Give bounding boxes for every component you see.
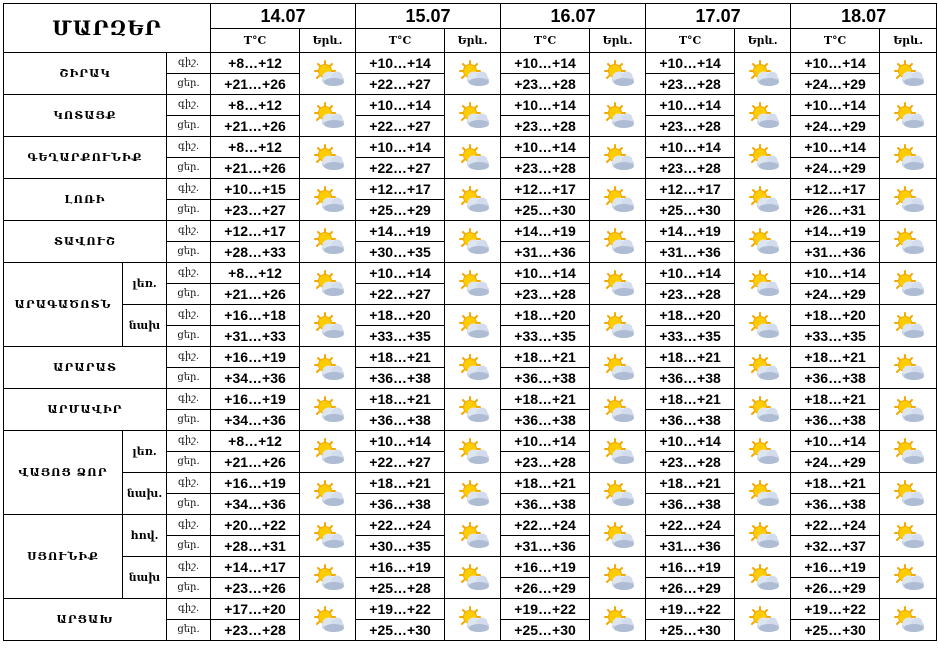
table-row [4,137,937,158]
subregion-label: հով. [123,515,167,557]
partly-cloudy-sun-icon [445,95,501,137]
temperature-range: +25…+29 [356,200,445,221]
temperature-range: +16…+19 [791,557,880,578]
partly-cloudy-sun-icon [590,473,646,515]
temperature-range: +19…+22 [791,599,880,620]
region-name: ԱՐՑԱԽ [4,599,167,641]
time-of-day-label: ցեր. [167,368,211,389]
weather-forecast-table [3,3,937,641]
temperature-range: +34…+36 [211,494,300,515]
partly-cloudy-sun-icon [880,557,937,599]
partly-cloudy-sun-icon [590,557,646,599]
temp-column-header: T°C [211,29,300,53]
temperature-range: +31…+36 [791,242,880,263]
subregion-label: նախ [123,305,167,347]
temperature-range: +22…+24 [646,515,735,536]
temperature-range: +22…+27 [356,74,445,95]
temperature-range: +20…+22 [211,515,300,536]
temperature-range: +23…+28 [646,452,735,473]
temperature-range: +25…+30 [501,620,590,641]
temperature-range: +19…+22 [356,599,445,620]
table-row [4,347,937,368]
temperature-range: +24…+29 [791,452,880,473]
temperature-range: +23…+28 [646,284,735,305]
temperature-range: +12…+17 [501,179,590,200]
temperature-range: +10…+14 [791,137,880,158]
temperature-range: +21…+26 [211,116,300,137]
temperature-range: +8…+12 [211,263,300,284]
temperature-range: +21…+26 [211,158,300,179]
temperature-range: +10…+14 [501,53,590,74]
temperature-range: +22…+27 [356,116,445,137]
temperature-range: +10…+14 [646,137,735,158]
time-of-day-label: գիշ. [167,599,211,620]
partly-cloudy-sun-icon [445,389,501,431]
temperature-range: +8…+12 [211,95,300,116]
partly-cloudy-sun-icon [590,137,646,179]
temperature-range: +10…+14 [356,137,445,158]
temperature-range: +36…+38 [646,368,735,389]
partly-cloudy-sun-icon [300,53,356,95]
temperature-range: +14…+17 [211,557,300,578]
table-row [4,179,937,200]
region-name: ԿՈՏԱՅՔ [4,95,167,137]
temperature-range: +10…+14 [356,263,445,284]
table-row [4,557,937,578]
temperature-range: +25…+30 [646,200,735,221]
temperature-range: +18…+21 [791,347,880,368]
time-of-day-label: ցեր. [167,284,211,305]
temperature-range: +25…+30 [356,620,445,641]
temperature-range: +22…+27 [356,452,445,473]
partly-cloudy-sun-icon [300,221,356,263]
partly-cloudy-sun-icon [735,137,791,179]
temperature-range: +26…+29 [501,578,590,599]
temperature-range: +18…+21 [791,473,880,494]
temperature-range: +19…+22 [646,599,735,620]
temperature-range: +12…+17 [211,221,300,242]
temperature-range: +36…+38 [501,368,590,389]
temperature-range: +22…+24 [356,515,445,536]
temperature-range: +31…+33 [211,326,300,347]
temperature-range: +36…+38 [356,494,445,515]
temperature-range: +10…+14 [646,431,735,452]
temperature-range: +18…+20 [356,305,445,326]
temperature-range: +18…+20 [501,305,590,326]
time-of-day-label: ցեր. [167,452,211,473]
temperature-range: +18…+21 [356,389,445,410]
temperature-range: +18…+21 [501,473,590,494]
subregion-label: լեռ. [123,431,167,473]
temperature-range: +8…+12 [211,53,300,74]
partly-cloudy-sun-icon [735,599,791,641]
partly-cloudy-sun-icon [735,221,791,263]
partly-cloudy-sun-icon [300,473,356,515]
temperature-range: +18…+21 [791,389,880,410]
temperature-range: +23…+28 [501,74,590,95]
time-of-day-label: գիշ. [167,179,211,200]
time-of-day-label: գիշ. [167,389,211,410]
partly-cloudy-sun-icon [735,53,791,95]
temperature-range: +23…+27 [211,200,300,221]
temperature-range: +18…+21 [646,389,735,410]
weather-column-header: Երև. [445,29,501,53]
partly-cloudy-sun-icon [300,599,356,641]
partly-cloudy-sun-icon [880,599,937,641]
partly-cloudy-sun-icon [300,263,356,305]
temperature-range: +18…+21 [646,347,735,368]
partly-cloudy-sun-icon [735,179,791,221]
partly-cloudy-sun-icon [445,305,501,347]
temperature-range: +8…+12 [211,431,300,452]
temperature-range: +10…+14 [646,263,735,284]
table-row [4,53,937,74]
time-of-day-label: ցեր. [167,536,211,557]
partly-cloudy-sun-icon [880,431,937,473]
subregion-label: լեռ. [123,263,167,305]
temperature-range: +18…+20 [791,305,880,326]
temperature-range: +18…+21 [356,473,445,494]
time-of-day-label: գիշ. [167,347,211,368]
temperature-range: +31…+36 [501,536,590,557]
temperature-range: +22…+24 [501,515,590,536]
time-of-day-label: գիշ. [167,557,211,578]
temperature-range: +10…+14 [791,95,880,116]
time-of-day-label: գիշ. [167,431,211,452]
temperature-range: +26…+31 [791,200,880,221]
regions-header: ՄԱՐԶԵՐ [4,4,211,53]
temperature-range: +19…+22 [501,599,590,620]
partly-cloudy-sun-icon [445,431,501,473]
partly-cloudy-sun-icon [735,305,791,347]
temperature-range: +24…+29 [791,116,880,137]
time-of-day-label: գիշ. [167,305,211,326]
time-of-day-label: ցեր. [167,158,211,179]
table-header [4,4,937,53]
temperature-range: +18…+21 [501,389,590,410]
partly-cloudy-sun-icon [735,557,791,599]
partly-cloudy-sun-icon [300,137,356,179]
temperature-range: +14…+19 [501,221,590,242]
time-of-day-label: ցեր. [167,578,211,599]
temperature-range: +10…+14 [356,431,445,452]
temperature-range: +10…+14 [501,431,590,452]
time-of-day-label: ցեր. [167,116,211,137]
temperature-range: +31…+36 [646,242,735,263]
temperature-range: +36…+38 [646,410,735,431]
partly-cloudy-sun-icon [445,179,501,221]
temperature-range: +25…+30 [791,620,880,641]
temperature-range: +12…+17 [791,179,880,200]
temperature-range: +23…+28 [646,116,735,137]
temperature-range: +18…+21 [501,347,590,368]
time-of-day-label: ցեր. [167,410,211,431]
partly-cloudy-sun-icon [880,179,937,221]
region-name: ՍՅՈՒՆԻՔ [4,515,123,599]
partly-cloudy-sun-icon [300,515,356,557]
partly-cloudy-sun-icon [880,137,937,179]
partly-cloudy-sun-icon [880,95,937,137]
partly-cloudy-sun-icon [880,473,937,515]
partly-cloudy-sun-icon [590,221,646,263]
partly-cloudy-sun-icon [735,389,791,431]
temperature-range: +36…+38 [356,410,445,431]
partly-cloudy-sun-icon [590,431,646,473]
temperature-range: +21…+26 [211,452,300,473]
date-header: 14.07 [211,4,356,29]
partly-cloudy-sun-icon [735,473,791,515]
time-of-day-label: ցեր. [167,494,211,515]
partly-cloudy-sun-icon [590,305,646,347]
table-row [4,305,937,326]
weather-column-header: Երև. [300,29,356,53]
temperature-range: +14…+19 [356,221,445,242]
temperature-range: +36…+38 [356,368,445,389]
partly-cloudy-sun-icon [300,389,356,431]
temperature-range: +10…+14 [501,95,590,116]
temperature-range: +23…+28 [501,116,590,137]
temperature-range: +36…+38 [646,494,735,515]
temperature-range: +34…+36 [211,368,300,389]
temperature-range: +25…+30 [646,620,735,641]
temperature-range: +14…+19 [646,221,735,242]
partly-cloudy-sun-icon [590,53,646,95]
time-of-day-label: գիշ. [167,221,211,242]
temperature-range: +16…+19 [211,347,300,368]
temperature-range: +36…+38 [791,368,880,389]
temperature-range: +23…+28 [211,620,300,641]
time-of-day-label: գիշ. [167,515,211,536]
partly-cloudy-sun-icon [880,263,937,305]
time-of-day-label: գիշ. [167,473,211,494]
temperature-range: +10…+14 [646,53,735,74]
region-name: ՇԻՐԱԿ [4,53,167,95]
temperature-range: +31…+36 [646,536,735,557]
temp-column-header: T°C [646,29,735,53]
partly-cloudy-sun-icon [300,431,356,473]
table-row [4,473,937,494]
partly-cloudy-sun-icon [590,95,646,137]
partly-cloudy-sun-icon [445,599,501,641]
temperature-range: +23…+28 [501,158,590,179]
partly-cloudy-sun-icon [300,179,356,221]
temperature-range: +36…+38 [791,410,880,431]
partly-cloudy-sun-icon [445,263,501,305]
time-of-day-label: գիշ. [167,137,211,158]
table-row [4,515,937,536]
partly-cloudy-sun-icon [590,389,646,431]
time-of-day-label: ցեր. [167,200,211,221]
temperature-range: +10…+14 [791,53,880,74]
temperature-range: +22…+27 [356,158,445,179]
partly-cloudy-sun-icon [880,53,937,95]
temperature-range: +10…+15 [211,179,300,200]
temperature-range: +10…+14 [791,263,880,284]
temperature-range: +23…+28 [646,158,735,179]
table-row [4,263,937,284]
region-name: ԱՐԱՐԱՏ [4,347,167,389]
region-name: ԳԵՂԱՐՔՈՒՆԻՔ [4,137,167,179]
partly-cloudy-sun-icon [735,347,791,389]
weather-column-header: Երև. [880,29,937,53]
date-header: 17.07 [646,4,791,29]
temperature-range: +21…+26 [211,284,300,305]
temperature-range: +10…+14 [791,431,880,452]
temperature-range: +26…+29 [646,578,735,599]
weather-column-header: Երև. [735,29,791,53]
temperature-range: +16…+19 [356,557,445,578]
temperature-range: +23…+28 [646,74,735,95]
date-header: 16.07 [501,4,646,29]
partly-cloudy-sun-icon [590,179,646,221]
partly-cloudy-sun-icon [880,515,937,557]
partly-cloudy-sun-icon [445,53,501,95]
temp-column-header: T°C [791,29,880,53]
temperature-range: +23…+28 [501,452,590,473]
region-name: ՏԱՎՈՒՇ [4,221,167,263]
partly-cloudy-sun-icon [880,347,937,389]
partly-cloudy-sun-icon [300,347,356,389]
time-of-day-label: ցեր. [167,74,211,95]
temperature-range: +26…+29 [791,578,880,599]
temperature-range: +34…+36 [211,410,300,431]
partly-cloudy-sun-icon [590,515,646,557]
temperature-range: +36…+38 [791,494,880,515]
table-row [4,221,937,242]
time-of-day-label: ցեր. [167,242,211,263]
region-name: ԱՐԱԳԱԾՈՏՆ [4,263,123,347]
temperature-range: +16…+19 [501,557,590,578]
temperature-range: +33…+35 [791,326,880,347]
partly-cloudy-sun-icon [445,221,501,263]
temperature-range: +16…+19 [211,389,300,410]
temperature-range: +36…+38 [501,410,590,431]
partly-cloudy-sun-icon [300,305,356,347]
temperature-range: +33…+35 [646,326,735,347]
partly-cloudy-sun-icon [735,263,791,305]
temperature-range: +25…+28 [356,578,445,599]
table-row [4,389,937,410]
partly-cloudy-sun-icon [735,95,791,137]
table-row [4,431,937,452]
temperature-range: +18…+21 [646,473,735,494]
temperature-range: +21…+26 [211,74,300,95]
partly-cloudy-sun-icon [300,95,356,137]
temperature-range: +16…+19 [646,557,735,578]
date-header: 18.07 [791,4,937,29]
temperature-range: +12…+17 [356,179,445,200]
temperature-range: +22…+27 [356,284,445,305]
partly-cloudy-sun-icon [880,305,937,347]
temperature-range: +10…+14 [356,53,445,74]
temperature-range: +10…+14 [356,95,445,116]
temperature-range: +24…+29 [791,284,880,305]
time-of-day-label: գիշ. [167,263,211,284]
temperature-range: +25…+30 [501,200,590,221]
date-header: 15.07 [356,4,501,29]
region-name: ԼՈՌԻ [4,179,167,221]
temperature-range: +28…+31 [211,536,300,557]
partly-cloudy-sun-icon [300,557,356,599]
temperature-range: +30…+35 [356,242,445,263]
time-of-day-label: գիշ. [167,53,211,74]
temperature-range: +14…+19 [791,221,880,242]
temperature-range: +24…+29 [791,158,880,179]
partly-cloudy-sun-icon [445,137,501,179]
temperature-range: +8…+12 [211,137,300,158]
partly-cloudy-sun-icon [590,347,646,389]
temp-column-header: T°C [501,29,590,53]
temperature-range: +18…+21 [356,347,445,368]
partly-cloudy-sun-icon [590,599,646,641]
time-of-day-label: ցեր. [167,620,211,641]
temperature-range: +22…+24 [791,515,880,536]
temperature-range: +23…+28 [501,284,590,305]
temperature-range: +33…+35 [356,326,445,347]
temperature-range: +10…+14 [501,263,590,284]
temperature-range: +30…+35 [356,536,445,557]
table-row [4,599,937,620]
partly-cloudy-sun-icon [445,557,501,599]
partly-cloudy-sun-icon [445,515,501,557]
region-name: ԱՐՄԱՎԻՐ [4,389,167,431]
temperature-range: +33…+35 [501,326,590,347]
temperature-range: +24…+29 [791,74,880,95]
partly-cloudy-sun-icon [445,347,501,389]
weather-column-header: Երև. [590,29,646,53]
partly-cloudy-sun-icon [445,473,501,515]
temperature-range: +28…+33 [211,242,300,263]
table-body [4,53,937,641]
partly-cloudy-sun-icon [880,221,937,263]
time-of-day-label: գիշ. [167,95,211,116]
partly-cloudy-sun-icon [590,263,646,305]
temperature-range: +23…+26 [211,578,300,599]
table-row [4,95,937,116]
temperature-range: +36…+38 [501,494,590,515]
temperature-range: +16…+18 [211,305,300,326]
time-of-day-label: ցեր. [167,326,211,347]
temperature-range: +10…+14 [646,95,735,116]
partly-cloudy-sun-icon [880,389,937,431]
region-name: ՎԱՅՈՑ ՁՈՐ [4,431,123,515]
subregion-label: նախ. [123,473,167,515]
temperature-range: +32…+37 [791,536,880,557]
temperature-range: +16…+19 [211,473,300,494]
temperature-range: +18…+20 [646,305,735,326]
partly-cloudy-sun-icon [735,431,791,473]
temperature-range: +12…+17 [646,179,735,200]
partly-cloudy-sun-icon [735,515,791,557]
temp-column-header: T°C [356,29,445,53]
subregion-label: նախ [123,557,167,599]
temperature-range: +10…+14 [501,137,590,158]
temperature-range: +31…+36 [501,242,590,263]
temperature-range: +17…+20 [211,599,300,620]
